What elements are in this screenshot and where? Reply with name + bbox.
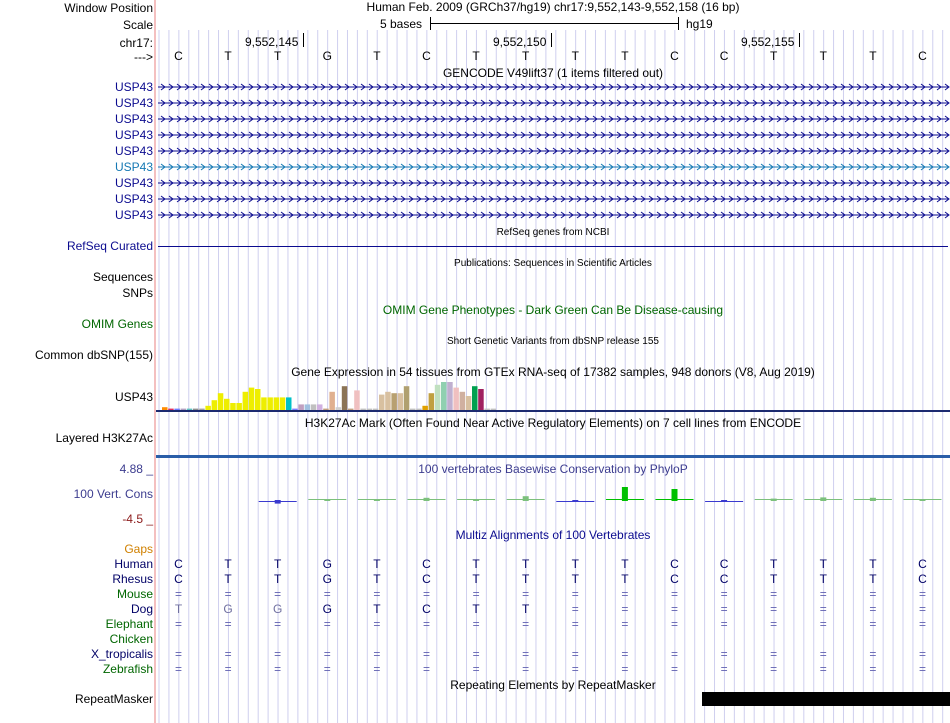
multiz-alignment-base: = <box>918 617 926 631</box>
gtex-track-title[interactable]: Gene Expression in 54 tissues from GTEx RNA-seq of 17382 samples, 948 donors (V8, Aug 2019) <box>291 365 815 379</box>
multiz-alignment-base: = <box>720 662 728 676</box>
multiz-alignment-base: = <box>621 647 629 661</box>
multiz-alignment-base: = <box>522 587 530 601</box>
multiz-alignment-base: T <box>571 572 579 586</box>
multiz-alignment-base: = <box>869 647 877 661</box>
sequence-base: C <box>174 49 183 63</box>
multiz-alignment-base: = <box>770 647 778 661</box>
multiz-alignment-base: = <box>472 617 480 631</box>
multiz-alignment-base: = <box>174 647 182 661</box>
multiz-track-title[interactable]: Multiz Alignments of 100 Vertebrates <box>455 528 651 542</box>
multiz-alignment-base: = <box>373 617 381 631</box>
multiz-alignment-base: = <box>472 647 480 661</box>
multiz-gaps-label: Gaps <box>124 542 153 556</box>
multiz-alignment-base: = <box>720 617 728 631</box>
multiz-alignment-base: T <box>522 557 530 571</box>
phylop-score-bar <box>473 500 479 501</box>
sequence-base: G <box>322 49 332 63</box>
multiz-alignment-base: T <box>770 572 778 586</box>
multiz-alignment-base: = <box>819 602 827 616</box>
multiz-alignment-base: T <box>819 557 827 571</box>
multiz-species-label[interactable]: Elephant <box>105 617 153 631</box>
position-tick-label: 9,552,155 <box>741 35 795 49</box>
multiz-alignment-base: T <box>770 557 778 571</box>
gencode-gene-label[interactable]: USP43 <box>114 144 153 158</box>
sequence-base: T <box>621 49 629 63</box>
multiz-alignment-base: = <box>224 617 232 631</box>
multiz-alignment-base: = <box>274 662 282 676</box>
multiz-alignment-base: = <box>918 662 926 676</box>
multiz-alignment-base: G <box>322 572 332 586</box>
multiz-alignment-base: = <box>472 587 480 601</box>
phylop-score-bar <box>424 498 430 501</box>
multiz-species-label[interactable]: Dog <box>130 602 153 616</box>
dbsnp-track-title[interactable]: Short Genetic Variants from dbSNP release 155 <box>447 336 659 347</box>
position-tick-label: 9,552,150 <box>493 35 547 49</box>
multiz-alignment-base: = <box>571 662 579 676</box>
multiz-alignment-base: = <box>819 617 827 631</box>
multiz-alignment-base: T <box>522 572 530 586</box>
gencode-gene-label[interactable]: USP43 <box>114 208 153 222</box>
multiz-alignment-base: T <box>472 557 480 571</box>
multiz-alignment-base: = <box>422 587 430 601</box>
phylop-score-bar <box>870 498 876 501</box>
gencode-gene-label[interactable]: USP43 <box>114 128 153 142</box>
multiz-alignment-base: T <box>522 602 530 616</box>
multiz-alignment-base: T <box>224 572 232 586</box>
multiz-alignment-base: T <box>621 557 629 571</box>
sequence-base: T <box>770 49 778 63</box>
multiz-alignment-base: T <box>373 602 381 616</box>
phylop-score-bar <box>771 499 777 501</box>
multiz-alignment-base: T <box>373 557 381 571</box>
multiz-alignment-base: = <box>522 662 530 676</box>
multiz-species-label[interactable]: Chicken <box>109 632 153 646</box>
multiz-alignment-base: = <box>571 647 579 661</box>
gencode-gene-label[interactable]: USP43 <box>114 96 153 110</box>
multiz-alignment-base: = <box>819 647 827 661</box>
strand-label: ---> <box>134 50 153 64</box>
gencode-track-title[interactable]: GENCODE V49lift37 (1 items filtered out) <box>442 66 664 80</box>
window-position-value[interactable]: Human Feb. 2009 (GRCh37/hg19) chr17:9,552,143-9,552,158 (16 bp) <box>366 0 740 14</box>
multiz-alignment-base: C <box>918 557 927 571</box>
window-position-label: Window Position <box>64 1 153 15</box>
multiz-alignment-base: C <box>422 557 431 571</box>
multiz-alignment-base: C <box>719 557 729 571</box>
multiz-alignment-base: C <box>174 557 183 571</box>
sequence-base: T <box>869 49 877 63</box>
multiz-alignment-base: T <box>373 572 381 586</box>
multiz-alignment-base: = <box>571 587 579 601</box>
multiz-species-label[interactable]: X_tropicalis <box>90 647 153 661</box>
phylop-min-label: -4.5 _ <box>122 512 153 526</box>
repeatmasker-track-title[interactable]: Repeating Elements by RepeatMasker <box>450 678 656 692</box>
phylop-score-bar <box>820 497 826 501</box>
multiz-alignment-base: = <box>174 662 182 676</box>
multiz-alignment-base: = <box>770 617 778 631</box>
multiz-alignment-base: = <box>869 602 877 616</box>
multiz-alignment-base: = <box>670 662 678 676</box>
multiz-alignment-base: = <box>522 617 530 631</box>
multiz-alignment-base: = <box>472 662 480 676</box>
multiz-alignment-base: = <box>720 602 728 616</box>
phylop-track-title[interactable]: 100 vertebrates Basewise Conservation by PhyloP <box>418 462 688 476</box>
sequence-base: T <box>819 49 827 63</box>
gencode-gene-label[interactable]: USP43 <box>114 112 153 126</box>
omim-track-title[interactable]: OMIM Gene Phenotypes - Dark Green Can Be Disease-causing <box>382 303 724 317</box>
phylop-max-label: 4.88 _ <box>119 462 153 476</box>
multiz-alignment-base: C <box>918 572 927 586</box>
publications-snps-label[interactable]: SNPs <box>122 286 153 300</box>
multiz-alignment-base: = <box>422 662 430 676</box>
sequence-base: T <box>522 49 530 63</box>
multiz-alignment-base: = <box>422 647 430 661</box>
multiz-alignment-base: = <box>224 662 232 676</box>
gencode-gene-label[interactable]: USP43 <box>114 192 153 206</box>
multiz-alignment-base: = <box>621 662 629 676</box>
multiz-alignment-base: = <box>621 602 629 616</box>
multiz-alignment-base: = <box>670 587 678 601</box>
phylop-score-bar <box>920 499 926 501</box>
multiz-alignment-base: T <box>472 572 480 586</box>
multiz-alignment-base: = <box>274 647 282 661</box>
position-tick-label: 9,552,145 <box>245 35 299 49</box>
multiz-alignment-base: = <box>323 647 331 661</box>
multiz-alignment-base: T <box>174 602 183 616</box>
sequence-base: C <box>719 49 729 63</box>
multiz-alignment-base: T <box>274 572 282 586</box>
sequence-base: T <box>571 49 579 63</box>
multiz-alignment-base: = <box>621 587 629 601</box>
multiz-alignment-base: C <box>670 572 679 586</box>
multiz-alignment-base: = <box>869 662 877 676</box>
multiz-alignment-base: T <box>571 557 579 571</box>
multiz-alignment-base: = <box>522 647 530 661</box>
multiz-alignment-base: T <box>819 572 827 586</box>
multiz-alignment-base: = <box>571 617 579 631</box>
gencode-gene-label[interactable]: USP43 <box>114 176 153 190</box>
sequence-base: T <box>472 49 480 63</box>
refseq-track-title[interactable]: RefSeq genes from NCBI <box>496 227 610 238</box>
multiz-alignment-base: = <box>422 617 430 631</box>
multiz-alignment-base: = <box>670 602 678 616</box>
phylop-score-bar <box>721 500 727 502</box>
multiz-alignment-base: = <box>670 617 678 631</box>
phylop-score-bar <box>622 487 628 501</box>
multiz-alignment-base: = <box>174 587 182 601</box>
publications-track-title[interactable]: Publications: Sequences in Scientific Articles <box>454 258 652 269</box>
omim-track-label[interactable]: OMIM Genes <box>81 317 153 331</box>
multiz-alignment-base: = <box>918 647 926 661</box>
multiz-alignment-base: = <box>373 647 381 661</box>
multiz-alignment-base: = <box>373 587 381 601</box>
phylop-score-bar <box>374 499 380 501</box>
sequence-base: T <box>373 49 381 63</box>
multiz-alignment-base: = <box>323 617 331 631</box>
multiz-alignment-base: = <box>224 587 232 601</box>
scale-value: 5 bases <box>380 17 423 31</box>
multiz-alignment-base: G <box>322 602 332 616</box>
gtex-track-label[interactable]: USP43 <box>114 390 153 404</box>
multiz-alignment-base: = <box>770 602 778 616</box>
multiz-alignment-base: = <box>869 587 877 601</box>
multiz-species-label[interactable]: Mouse <box>116 587 153 601</box>
multiz-species-label[interactable]: Human <box>114 557 153 571</box>
multiz-species-label[interactable]: Rhesus <box>112 572 153 586</box>
multiz-alignment-base: = <box>720 587 728 601</box>
multiz-alignment-base: = <box>373 662 381 676</box>
multiz-alignment-base: T <box>274 557 282 571</box>
chrom-label: chr17: <box>119 36 153 50</box>
gencode-gene-label[interactable]: USP43 <box>114 80 153 94</box>
multiz-alignment-base: = <box>918 587 926 601</box>
multiz-alignment-base: = <box>770 662 778 676</box>
multiz-alignment-base: = <box>274 617 282 631</box>
multiz-alignment-base: = <box>174 617 182 631</box>
multiz-alignment-base: C <box>422 602 431 616</box>
sequence-base: C <box>422 49 431 63</box>
multiz-alignment-base: = <box>621 617 629 631</box>
multiz-alignment-base: = <box>571 602 579 616</box>
h3k27ac-track-title[interactable]: H3K27Ac Mark (Often Found Near Active Regulatory Elements) on 7 cell lines from ENCODE <box>304 416 802 430</box>
gencode-gene-label[interactable]: USP43 <box>114 160 153 174</box>
sequence-base: T <box>224 49 232 63</box>
multiz-alignment-base: = <box>720 647 728 661</box>
phylop-track-label[interactable]: 100 Vert. Cons <box>73 487 153 501</box>
multiz-alignment-base: G <box>322 557 332 571</box>
multiz-alignment-base: G <box>223 602 233 616</box>
phylop-score-bar <box>672 489 678 501</box>
sequence-base: T <box>274 49 282 63</box>
publications-sequences-label[interactable]: Sequences <box>92 270 153 284</box>
repeatmasker-element[interactable] <box>702 692 950 706</box>
multiz-alignment-base: C <box>670 557 679 571</box>
multiz-alignment-base: = <box>819 662 827 676</box>
multiz-alignment-base: = <box>224 647 232 661</box>
multiz-alignment-base: = <box>819 587 827 601</box>
multiz-alignment-base: T <box>869 572 877 586</box>
refseq-track-label[interactable]: RefSeq Curated <box>66 239 153 253</box>
multiz-alignment-base: = <box>670 647 678 661</box>
phylop-base-score <box>308 499 346 500</box>
multiz-alignment-base: = <box>869 617 877 631</box>
sequence-base: C <box>918 49 927 63</box>
sequence-base: C <box>670 49 679 63</box>
multiz-alignment-base: T <box>621 572 629 586</box>
phylop-score-bar <box>572 500 578 501</box>
multiz-alignment-base: T <box>869 557 877 571</box>
multiz-alignment-base: C <box>719 572 729 586</box>
multiz-alignment-base: = <box>323 587 331 601</box>
multiz-alignment-base: G <box>273 602 283 616</box>
multiz-alignment-base: = <box>918 602 926 616</box>
multiz-species-label[interactable]: Zebrafish <box>102 662 153 676</box>
dbsnp-track-label[interactable]: Common dbSNP(155) <box>34 348 153 362</box>
multiz-alignment-base: = <box>770 587 778 601</box>
multiz-alignment-base: = <box>274 587 282 601</box>
multiz-alignment-base: C <box>422 572 431 586</box>
phylop-score-bar <box>523 496 529 501</box>
phylop-score-bar <box>275 500 281 504</box>
repeatmasker-track-label[interactable]: RepeatMasker <box>74 692 153 706</box>
scale-assembly: hg19 <box>686 17 713 31</box>
h3k27ac-track-label[interactable]: Layered H3K27Ac <box>55 431 153 445</box>
phylop-score-bar <box>324 500 330 501</box>
multiz-alignment-base: = <box>323 662 331 676</box>
scale-label: Scale <box>122 18 153 32</box>
multiz-alignment-base: T <box>224 557 232 571</box>
multiz-alignment-base: T <box>472 602 480 616</box>
multiz-alignment-base: C <box>174 572 183 586</box>
